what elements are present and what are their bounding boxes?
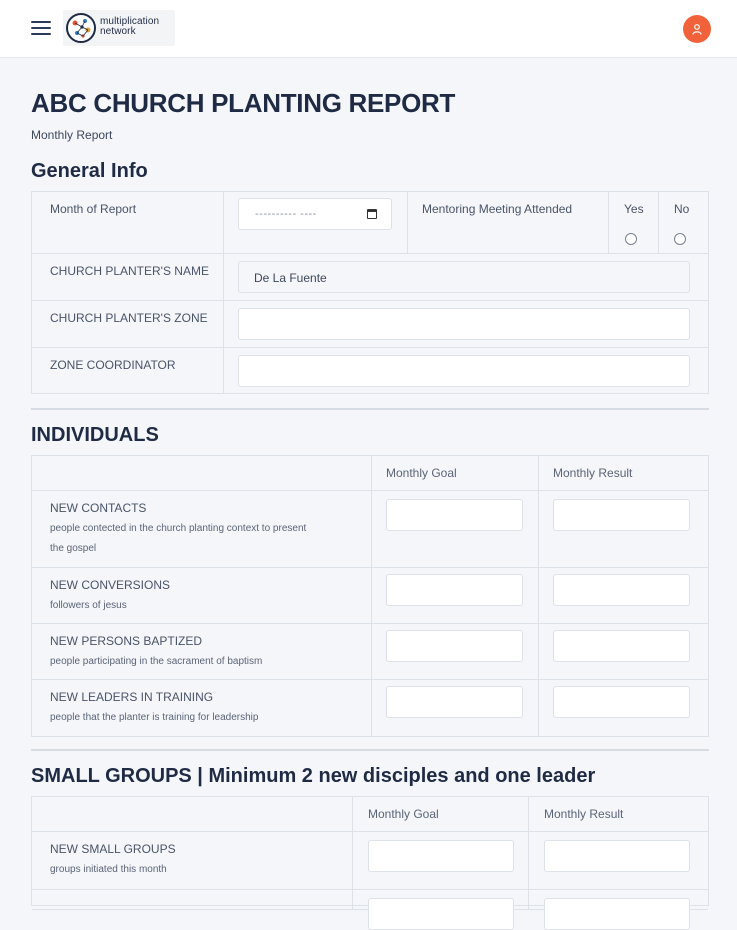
planter-name-input[interactable] bbox=[238, 261, 690, 293]
mentoring-label: Mentoring Meeting Attended bbox=[422, 202, 573, 216]
goal-cell bbox=[372, 624, 539, 680]
new-baptized-goal-input[interactable] bbox=[386, 630, 523, 662]
month-date-input[interactable] bbox=[238, 198, 392, 230]
small-groups-header-blank bbox=[32, 797, 353, 832]
menu-icon[interactable] bbox=[31, 21, 51, 36]
month-input-cell bbox=[224, 192, 408, 254]
small-groups-row-label-cell bbox=[32, 832, 353, 890]
general-info-title: General Info bbox=[31, 160, 148, 182]
individuals-result-header: Monthly Result bbox=[553, 466, 633, 480]
planter-zone-label: CHURCH PLANTER'S ZONE bbox=[50, 311, 208, 325]
yes-label: Yes bbox=[624, 202, 644, 216]
goal-cell bbox=[353, 832, 529, 890]
new-conversions-goal-input[interactable] bbox=[386, 574, 523, 606]
individuals-goal-header-cell bbox=[372, 456, 539, 491]
result-cell bbox=[539, 491, 708, 568]
user-avatar[interactable] bbox=[683, 15, 711, 43]
planter-name-input-cell bbox=[224, 254, 708, 301]
new-small-groups-label: NEW SMALL GROUPS bbox=[50, 842, 176, 856]
small-groups-title: SMALL GROUPS | Minimum 2 new disciples and one leader bbox=[31, 765, 596, 787]
new-leaders-goal-input[interactable] bbox=[386, 686, 523, 718]
month-label: Month of Report bbox=[50, 202, 137, 216]
goal-cell bbox=[353, 890, 529, 910]
new-contacts-result-input[interactable] bbox=[553, 499, 690, 531]
small-groups-result-header: Monthly Result bbox=[544, 807, 624, 821]
goal-cell bbox=[372, 680, 539, 736]
small-groups-goal-header-cell bbox=[353, 797, 529, 832]
zone-coordinator-label: ZONE COORDINATOR bbox=[50, 358, 176, 372]
no-radio[interactable] bbox=[674, 233, 686, 245]
planter-name-value: De La Fuente bbox=[254, 271, 327, 285]
section-divider bbox=[31, 408, 709, 410]
planter-zone-input[interactable] bbox=[238, 308, 690, 340]
new-leaders-label: NEW LEADERS IN TRAINING bbox=[50, 690, 214, 704]
no-cell bbox=[659, 192, 708, 254]
result-cell bbox=[539, 680, 708, 736]
small-groups-table bbox=[31, 796, 709, 906]
yes-radio[interactable] bbox=[625, 233, 637, 245]
next-row-label-cell bbox=[32, 890, 353, 910]
result-cell bbox=[529, 890, 708, 910]
logo-text: multiplication network bbox=[100, 16, 160, 37]
planter-name-label: CHURCH PLANTER'S NAME bbox=[50, 264, 209, 278]
zone-coordinator-input[interactable] bbox=[238, 355, 690, 387]
planter-name-label-cell bbox=[32, 254, 224, 301]
new-contacts-desc: people contected in the church planting context to present bbox=[50, 523, 307, 534]
logo[interactable] bbox=[63, 10, 175, 46]
new-contacts-goal-input[interactable] bbox=[386, 499, 523, 531]
no-label: No bbox=[674, 202, 690, 216]
zone-coordinator-label-cell bbox=[32, 348, 224, 393]
result-cell bbox=[529, 832, 708, 890]
small-groups-goal-header: Monthly Goal bbox=[368, 807, 439, 821]
page-title: ABC CHURCH PLANTING REPORT bbox=[31, 88, 456, 118]
new-contacts-label: NEW CONTACTS bbox=[50, 501, 147, 515]
new-conversions-result-input[interactable] bbox=[553, 574, 690, 606]
new-small-groups-goal-input[interactable] bbox=[368, 840, 514, 872]
section-divider bbox=[31, 749, 709, 751]
individuals-row-label-cell bbox=[32, 624, 372, 680]
page-subtitle: Monthly Report bbox=[31, 128, 113, 142]
individuals-row-label-cell bbox=[32, 680, 372, 736]
individuals-result-header-cell bbox=[539, 456, 708, 491]
new-baptized-label: NEW PERSONS BAPTIZED bbox=[50, 634, 203, 648]
new-small-groups-result-input[interactable] bbox=[544, 840, 690, 872]
individuals-title: INDIVIDUALS bbox=[31, 424, 159, 446]
individuals-goal-header: Monthly Goal bbox=[386, 466, 457, 480]
general-info-table bbox=[31, 191, 709, 394]
individuals-row-label-cell bbox=[32, 491, 372, 568]
goal-cell bbox=[372, 568, 539, 624]
individuals-header-blank bbox=[32, 456, 372, 491]
planter-zone-input-cell bbox=[224, 301, 708, 348]
date-placeholder: ---------- ---- bbox=[255, 208, 317, 220]
goal-cell bbox=[372, 491, 539, 568]
new-leaders-result-input[interactable] bbox=[553, 686, 690, 718]
yes-cell bbox=[609, 192, 659, 254]
small-groups-result-header-cell bbox=[529, 797, 708, 832]
new-leaders-desc: people that the planter is training for leadership bbox=[50, 712, 259, 723]
new-baptized-desc: people participating in the sacrament of baptism bbox=[50, 656, 263, 667]
individuals-row-label-cell bbox=[32, 568, 372, 624]
globe-logo-icon bbox=[65, 12, 97, 44]
new-small-groups-desc: groups initiated this month bbox=[50, 864, 167, 875]
next-result-input[interactable] bbox=[544, 898, 690, 930]
new-conversions-desc: followers of jesus bbox=[50, 600, 127, 611]
calendar-icon[interactable] bbox=[367, 209, 377, 219]
planter-zone-label-cell bbox=[32, 301, 224, 348]
top-bar bbox=[0, 0, 737, 58]
new-contacts-desc-2: the gospel bbox=[50, 543, 97, 554]
next-goal-input[interactable] bbox=[368, 898, 514, 930]
user-icon bbox=[692, 24, 702, 35]
new-baptized-result-input[interactable] bbox=[553, 630, 690, 662]
mentoring-cell bbox=[408, 192, 609, 254]
new-conversions-label: NEW CONVERSIONS bbox=[50, 578, 171, 592]
zone-coordinator-input-cell bbox=[224, 348, 708, 393]
result-cell bbox=[539, 624, 708, 680]
individuals-table bbox=[31, 455, 709, 737]
month-label-cell bbox=[32, 192, 224, 254]
result-cell bbox=[539, 568, 708, 624]
